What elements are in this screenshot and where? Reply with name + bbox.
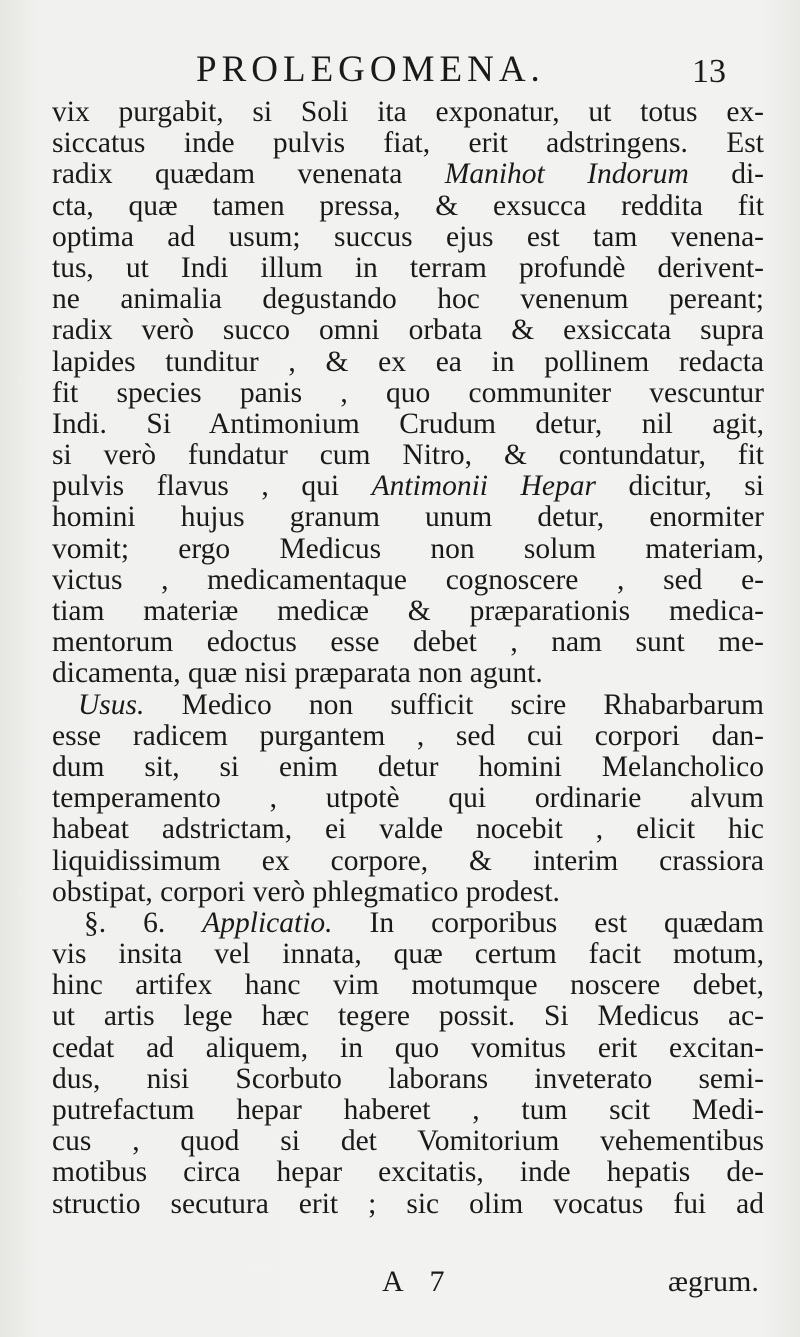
text-segment: radix quædam venenata: [52, 158, 445, 191]
text-line: [52, 814, 764, 845]
text-segment: si verò fundatur cum Nitro, & contundatur, fit: [52, 439, 764, 472]
text-line: [52, 191, 764, 222]
text-line: [52, 627, 764, 658]
text-segment: fit species panis , quo communiter vescuntur: [52, 376, 764, 409]
page-footer: [0, 1262, 800, 1302]
text-line: [52, 846, 764, 877]
text-line: [52, 347, 764, 378]
text-segment: §. 6.: [84, 906, 203, 939]
text-segment: Indi. Si Antimonium Crudum detur, nil agit,: [52, 407, 764, 440]
text-segment: hinc artifex hanc vim motumque noscere debet,: [52, 969, 764, 1002]
text-line: [52, 222, 764, 253]
text-line: [52, 565, 764, 596]
text-segment: structio secutura erit ; sic olim vocatus fui ad: [52, 1187, 764, 1220]
text-line: [52, 253, 764, 284]
text-line: [52, 783, 764, 814]
body-text: [52, 97, 764, 1220]
text-line: [52, 1126, 764, 1157]
text-line: [52, 1001, 764, 1032]
text-segment: vix purgabit, si Soli ita exponatur, ut totus ex-: [52, 96, 764, 128]
text-line: [52, 970, 764, 1001]
text-line: [52, 721, 764, 752]
text-segment: motibus circa hepar excitatis, inde hepatis de-: [52, 1156, 764, 1189]
text-segment: cta, quæ tamen pressa, & exsucca reddita fit: [52, 189, 764, 222]
text-line: [52, 534, 764, 565]
text-segment: dicitur, si: [595, 470, 764, 503]
running-title: PROLEGOMENA.: [196, 49, 545, 90]
page-number: 13: [692, 53, 726, 90]
text-segment: dus, nisi Scorbuto laborans inveterato semi-: [52, 1062, 764, 1095]
text-segment: vomit; ergo Medicus non solum materiam,: [52, 532, 764, 565]
text-segment: optima ad usum; succus ejus est tam venena-: [52, 220, 764, 253]
text-segment: di-: [688, 158, 764, 191]
text-segment: liquidissimum ex corpore, & interim crassiora: [52, 844, 764, 877]
page-header: [0, 44, 800, 96]
text-line: [52, 159, 764, 190]
text-line: [52, 128, 764, 159]
text-line: [52, 939, 764, 970]
text-line: [52, 877, 764, 908]
text-segment: radix verò succo omni orbata & exsiccata supra: [52, 314, 764, 347]
text-line: [52, 378, 764, 409]
italic-phrase: Antimonii Hepar: [371, 470, 596, 503]
text-segment: Medico non sufficit scire Rhabarbarum: [144, 688, 764, 721]
text-line: [52, 1064, 764, 1095]
text-line: [52, 908, 764, 939]
catchword: ægrum.: [668, 1265, 759, 1298]
italic-phrase: Manihot Indorum: [444, 158, 689, 191]
text-line: [52, 97, 764, 128]
text-segment: dicamenta, quæ nisi præparata non agunt.: [52, 657, 543, 690]
text-line: [52, 409, 764, 440]
text-line: [52, 596, 764, 627]
text-line: [52, 752, 764, 783]
text-line: [52, 1157, 764, 1188]
text-segment: lapides tunditur , & ex ea in pollinem redacta: [52, 345, 764, 378]
text-segment: ne animalia degustando hoc venenum pereant;: [52, 283, 764, 316]
text-line: [52, 315, 764, 346]
text-segment: siccatus inde pulvis fiat, erit adstringens. Est: [52, 127, 764, 160]
text-line: [52, 658, 764, 689]
text-line: [52, 1033, 764, 1064]
text-segment: dum sit, si enim detur homini Melancholico: [52, 750, 764, 783]
text-segment: mentorum edoctus esse debet , nam sunt me-: [52, 626, 764, 659]
text-line: [52, 284, 764, 315]
text-segment: esse radicem purgantem , sed cui corpori dan-: [52, 719, 764, 752]
text-segment: cus , quod si det Vomitorium vehementibus: [52, 1125, 764, 1158]
text-segment: cedat ad aliquem, in quo vomitus erit excitan-: [52, 1031, 764, 1064]
text-segment: putrefactum hepar haberet , tum scit Medi-: [52, 1094, 764, 1126]
text-segment: habeat adstrictam, ei valde nocebit , elicit hic: [52, 813, 764, 846]
text-segment: tiam materiæ medicæ & præparationis medica-: [52, 595, 764, 627]
text-segment: temperamento , utpotè qui ordinarie alvum: [52, 782, 764, 815]
text-segment: pulvis flavus , qui: [52, 470, 372, 503]
text-segment: obstipat, corpori verò phlegmatico prodest.: [52, 875, 560, 908]
text-line: [52, 690, 764, 721]
text-segment: In corporibus est quædam: [332, 906, 764, 939]
italic-phrase: Usus.: [78, 688, 145, 721]
italic-phrase: Applicatio.: [202, 906, 333, 939]
text-segment: ut artis lege hæc tegere possit. Si Medicus ac-: [52, 1000, 764, 1033]
text-segment: homini hujus granum unum detur, enormiter: [52, 501, 764, 534]
text-line: [52, 471, 764, 502]
text-line: [52, 1189, 764, 1220]
text-line: [52, 440, 764, 471]
text-line: [52, 1095, 764, 1126]
text-segment: victus , medicamentaque cognoscere , sed e-: [52, 563, 764, 596]
text-segment: tus, ut Indi illum in terram profundè derivent-: [52, 251, 764, 284]
signature-mark: A 7: [382, 1265, 455, 1298]
text-segment: vis insita vel innata, quæ certum facit motum,: [52, 938, 764, 971]
text-line: [52, 502, 764, 533]
